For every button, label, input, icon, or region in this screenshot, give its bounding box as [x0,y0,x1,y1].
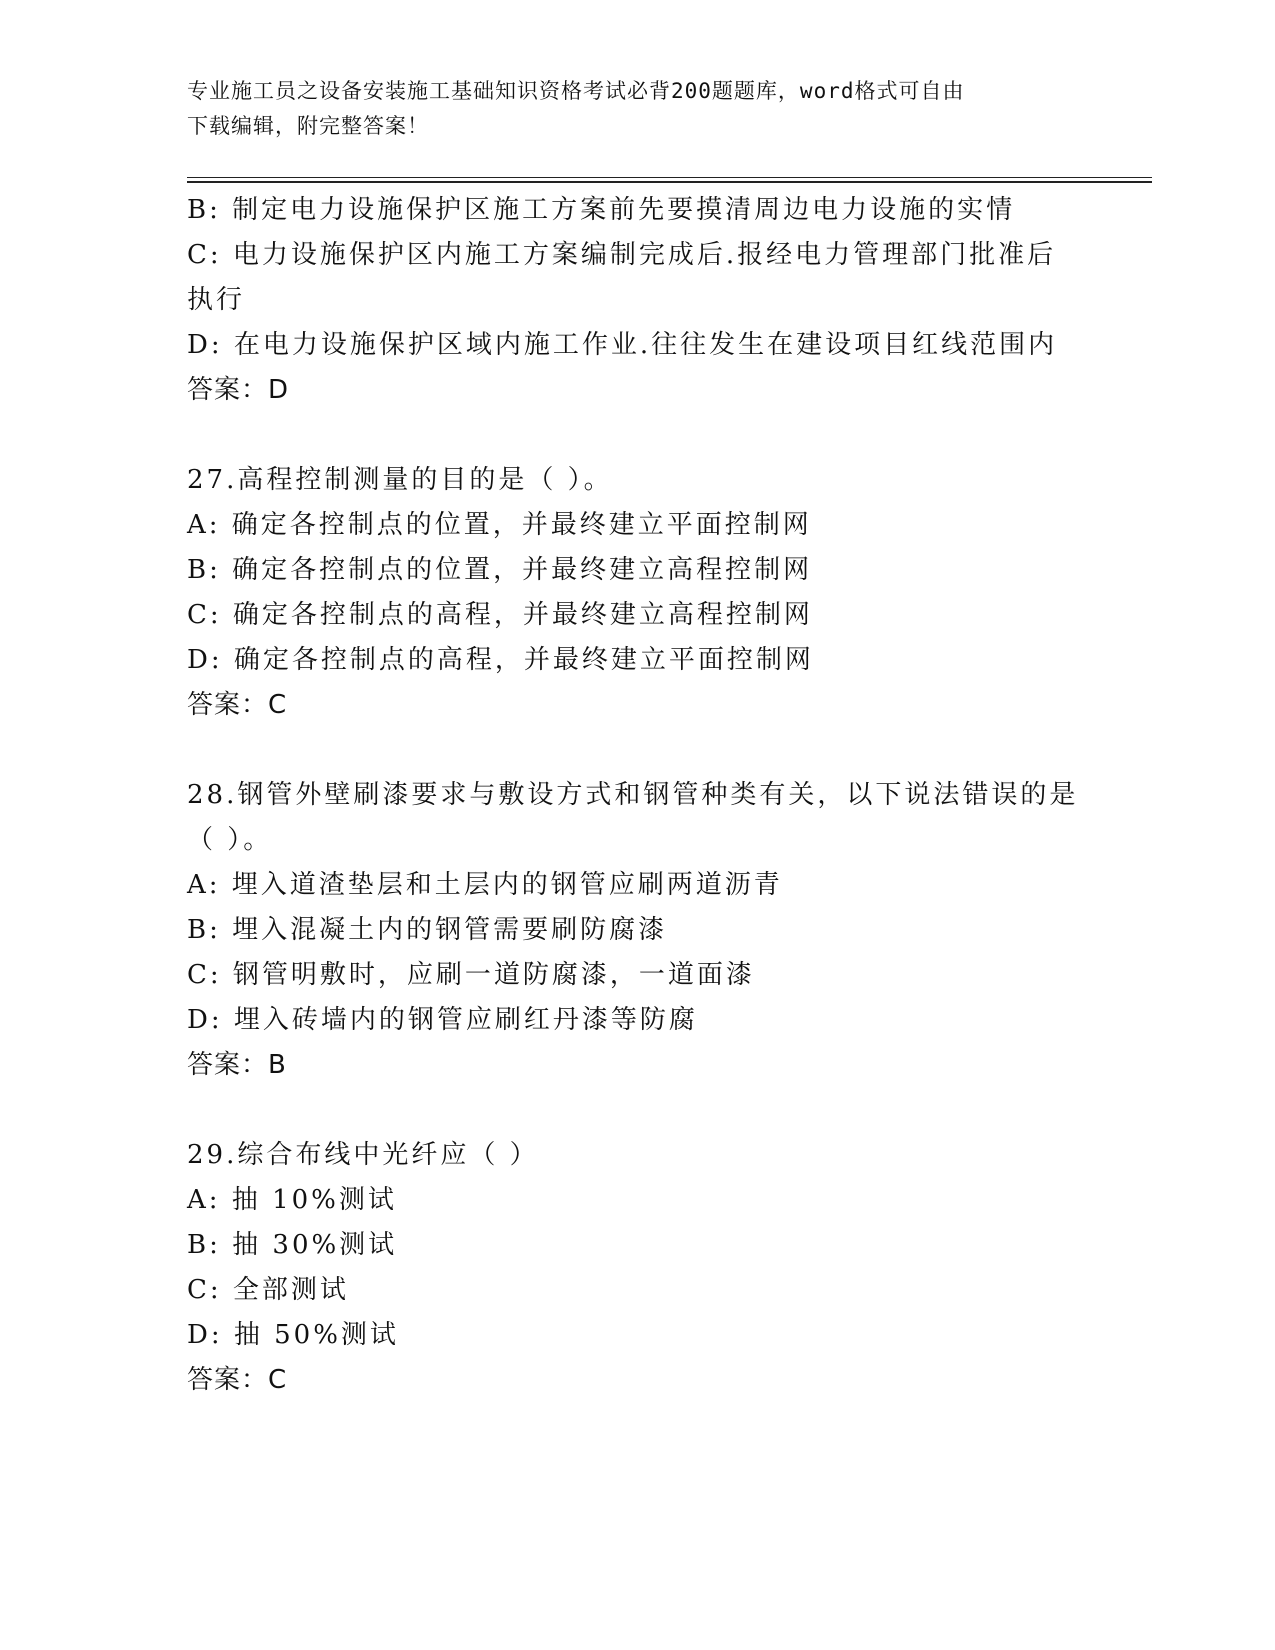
q27-option-d: D: 确定各控制点的高程，并最终建立平面控制网 [187,645,814,675]
q27-option-b: B: 确定各控制点的位置，并最终建立高程控制网 [187,555,813,585]
q29-stem: 29.综合布线中光纤应（ ） [187,1140,539,1170]
q29-answer: 答案：C [187,1365,288,1395]
q27-answer: 答案：C [187,690,288,720]
q26-option-c-line1: C: 电力设施保护区内施工方案编制完成后.报经电力管理部门批准后 [187,240,1057,270]
q29-option-c: C: 全部测试 [187,1275,349,1305]
q28-option-b: B: 埋入混凝土内的钢管需要刷防腐漆 [187,915,668,945]
q29-option-b: B: 抽 30%测试 [187,1230,398,1260]
header-divider-thick [187,181,1152,183]
q27-option-c: C: 确定各控制点的高程，并最终建立高程控制网 [187,600,813,630]
q28-option-a: A: 埋入道渣垫层和土层内的钢管应刷两道沥青 [187,870,783,900]
q28-answer: 答案：B [187,1050,287,1080]
document-header [187,74,1087,144]
q29-option-d: D: 抽 50%测试 [187,1320,399,1350]
header-line-1: 专业施工员之设备安装施工基础知识资格考试必背200题题库，word格式可自由 [187,79,965,103]
q26-option-d: D: 在电力设施保护区域内施工作业.往往发生在建设项目红线范围内 [187,330,1058,360]
q26-option-b: B: 制定电力设施保护区施工方案前先要摸清周边电力设施的实情 [187,195,1016,225]
q27-option-a: A: 确定各控制点的位置，并最终建立平面控制网 [187,510,812,540]
q28-option-d: D: 埋入砖墙内的钢管应刷红丹漆等防腐 [187,1005,698,1035]
q28-stem-line1: 28.钢管外壁刷漆要求与敷设方式和钢管种类有关，以下说法错误的是 [187,780,1079,810]
header-line-2: 下载编辑，附完整答案！ [187,114,429,138]
header-divider-thin [187,177,1152,178]
q26-answer: 答案：D [187,375,290,405]
q27-stem: 27.高程控制测量的目的是（ ）。 [187,465,613,495]
q28-option-c: C: 钢管明敷时，应刷一道防腐漆，一道面漆 [187,960,755,990]
q28-stem-line2: （ ）。 [187,825,273,855]
q26-option-c-line2: 执行 [187,285,246,315]
q29-option-a: A: 抽 10%测试 [187,1185,397,1215]
